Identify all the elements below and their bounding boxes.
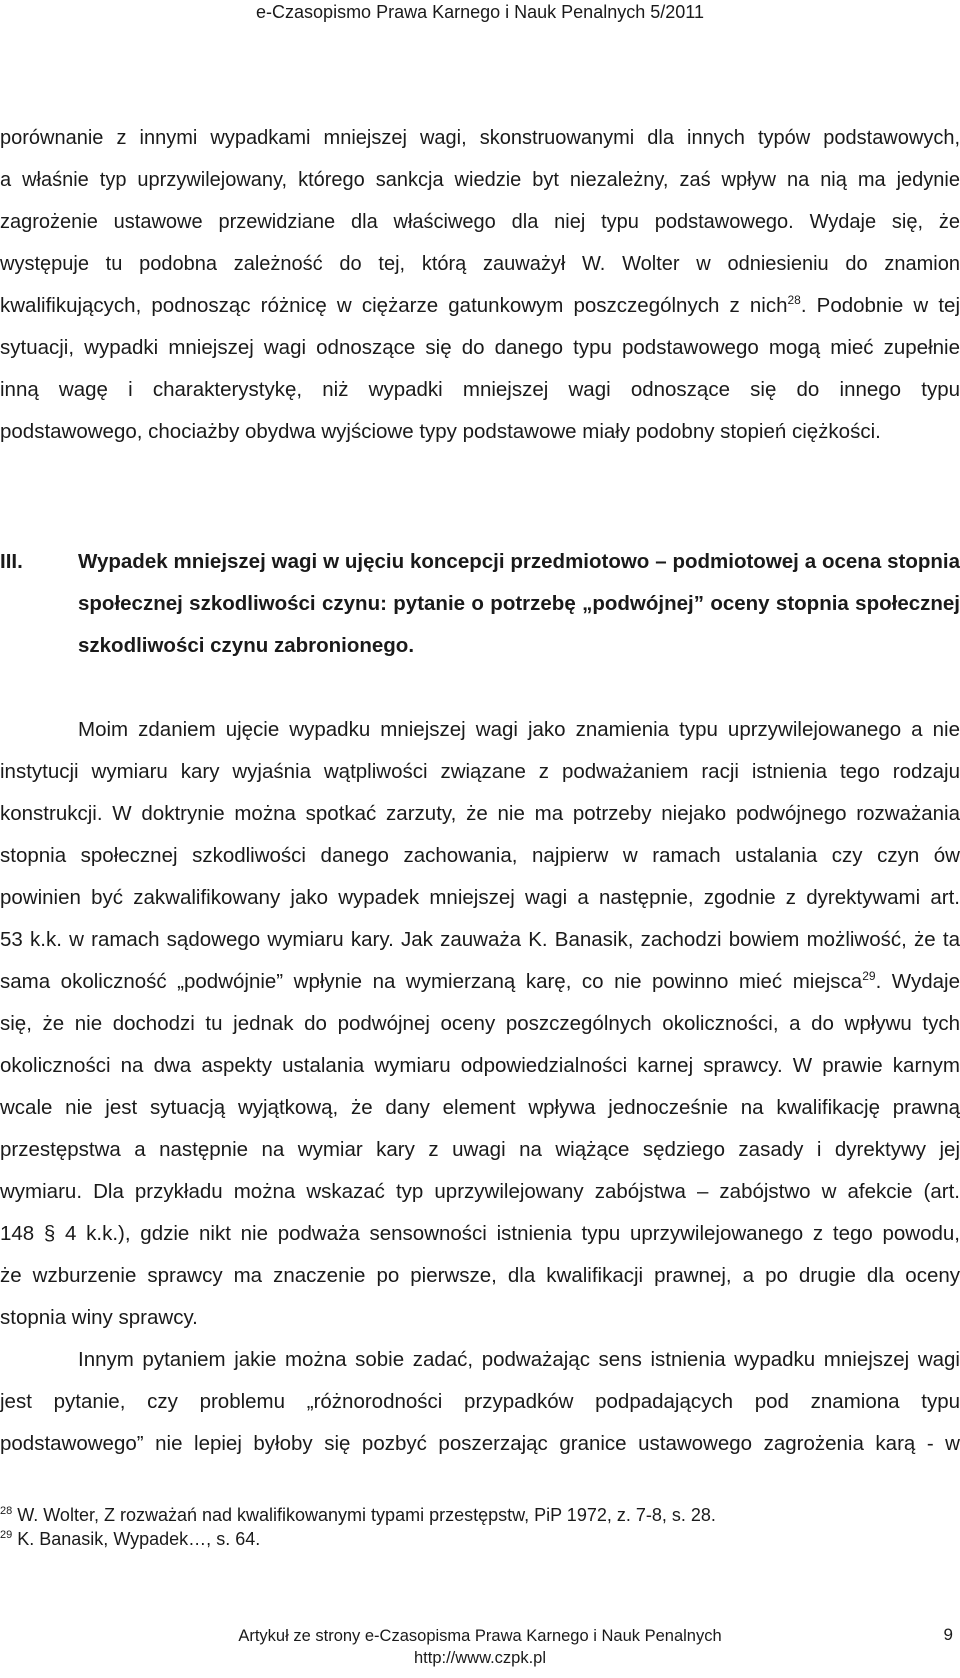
text-line: sytuacji, wypadki mniejszej wagi odnoszące się do danego typu podstawowego mogą mieć zupełnie <box>0 336 960 359</box>
text-line: jest pytanie, czy problemu „różnorodności przypadków podpadających pod znamiona typu <box>0 1390 960 1413</box>
text-line: a właśnie typ uprzywilejowany, którego sankcja wiedzie byt niezależny, zaś wpływ na nią ma jedynie <box>0 169 960 191</box>
text-line: powinien być zakwalifikowany jako wypadek mniejszej wagi a następnie, zgodnie z dyrektywami art. <box>0 886 960 909</box>
journal-title: e-Czasopismo Prawa Karnego i Nauk Penalnych 5/2011 <box>256 2 704 22</box>
footer-source: Artykuł ze strony e-Czasopisma Prawa Karnego i Nauk Penalnych <box>238 1627 722 1645</box>
text-line: sama okoliczność „podwójnie” wpłynie na wymierzaną karę, co nie powinno mieć miejsca$^{29}$. Wydaje <box>0 969 960 993</box>
text-line: instytucji wymiaru kary wyjaśnia wątpliwości związane z podważaniem racji istnienia tego rodzaju <box>0 760 960 783</box>
footnote-ref-28[interactable]: 28 <box>787 293 801 308</box>
text-line: że wzburzenie sprawcy ma znaczenie po pierwsze, dla kwalifikacji prawnej, a po drugie dla oceny <box>0 1264 960 1287</box>
text-line: Moim zdaniem ujęcie wypadku mniejszej wagi jako znamienia typu uprzywilejowanego a nie <box>78 718 960 741</box>
footnote-number: 29 <box>0 1529 13 1541</box>
section-title-line: społecznej szkodliwości czynu: pytanie o potrzebę „podwójnej” oceny stopnia społecznej <box>78 592 960 615</box>
section-number: III. <box>0 550 23 573</box>
footer-url[interactable]: http://www.czpk.pl <box>413 1649 547 1667</box>
text-line: przestępstwa a następnie na wymiar kary z uwagi na wiążące sędziego zasady i dyrektywy jej <box>0 1138 960 1161</box>
footnote-ref-29[interactable]: 29 <box>862 969 876 984</box>
footnotes <box>0 1503 960 1551</box>
text-line: 53 k.k. w ramach sądowego wymiaru kary. Jak zauważa K. Banasik, zachodzi bowiem możliwość, że ta <box>0 928 960 951</box>
paragraph-1 <box>0 117 960 453</box>
text-line: inną wagę i charakterystykę, niż wypadki mniejszej wagi odnoszące się do innego typu <box>0 378 960 401</box>
text-line: konstrukcji. W doktrynie można spotkać zarzuty, że nie ma potrzeby niejako podwójnego rozważania <box>0 802 960 825</box>
text-line: podstawowego” nie lepiej byłoby się pozbyć poszerzając granice ustawowego zagrożenia karą - w <box>0 1432 960 1455</box>
section-title-line: szkodliwości czynu zabronionego. <box>78 634 415 657</box>
footnote-text: K. Banasik, Wypadek…, s. 64. <box>17 1529 261 1549</box>
footnote-text: W. Wolter, Z rozważań nad kwalifikowanymi typami przestępstw, PiP 1972, z. 7-8, s. 28. <box>17 1505 716 1525</box>
text-line: się, że nie dochodzi tu jednak do podwójnej oceny poszczególnych okoliczności, a do wpływu tych <box>0 1012 960 1035</box>
footnote-number: 28 <box>0 1505 13 1517</box>
text-line: występuje tu podobna zależność do tej, którą zauważył W. Wolter w odniesieniu do znamion <box>0 253 960 275</box>
running-header <box>0 0 960 24</box>
text-line: zagrożenie ustawowe przewidziane dla właściwego dla niej typu podstawowego. Wydaje się, że <box>0 211 960 233</box>
text-line: porównanie z innymi wypadkami mniejszej wagi, skonstruowanymi dla innych typów podstawowych, <box>0 127 960 149</box>
page-number: 9 <box>943 1625 953 1644</box>
text-line: okoliczności na dwa aspekty ustalania wymiaru odpowiedzialności karnej sprawcy. W prawie karnym <box>0 1054 960 1077</box>
text-line: podstawowego, chociażby obydwa wyjściowe typy podstawowe miały podobny stopień ciężkości. <box>0 420 881 443</box>
footnote-28 <box>0 1503 960 1527</box>
paragraph-2 <box>0 709 960 1465</box>
page-footer <box>0 1625 960 1669</box>
text-line: Innym pytaniem jakie można sobie zadać, podważając sens istnienia wypadku mniejszej wagi <box>78 1348 960 1371</box>
text-line: wymiaru. Dla przykładu można wskazać typ uprzywilejowany zabójstwa – zabójstwo w afekcie (art. <box>0 1180 960 1203</box>
footnote-29 <box>0 1527 960 1551</box>
text-line: wcale nie jest sytuacją wyjątkową, że dany element wpływa jednocześnie na kwalifikację prawną <box>0 1096 960 1119</box>
text-line: kwalifikujących, podnosząc różnicę w ciężarze gatunkowym poszczególnych z nich$^{28}$. Podobnie w tej <box>0 293 960 317</box>
text-line: 148 § 4 k.k.), gdzie nikt nie podważa sensowności istnienia typu uprzywilejowanego z tego powodu, <box>0 1222 960 1245</box>
section-heading <box>0 541 960 667</box>
text-line: stopnia winy sprawcy. <box>0 1306 198 1329</box>
section-title-line: III. Wypadek mniejszej wagi w ujęciu koncepcji przedmiotowo – podmiotowej a ocena stopnia <box>0 541 960 583</box>
text-line: stopnia społecznej szkodliwości danego zachowania, najpierw w ramach ustalania czy czyn ów <box>0 844 960 867</box>
